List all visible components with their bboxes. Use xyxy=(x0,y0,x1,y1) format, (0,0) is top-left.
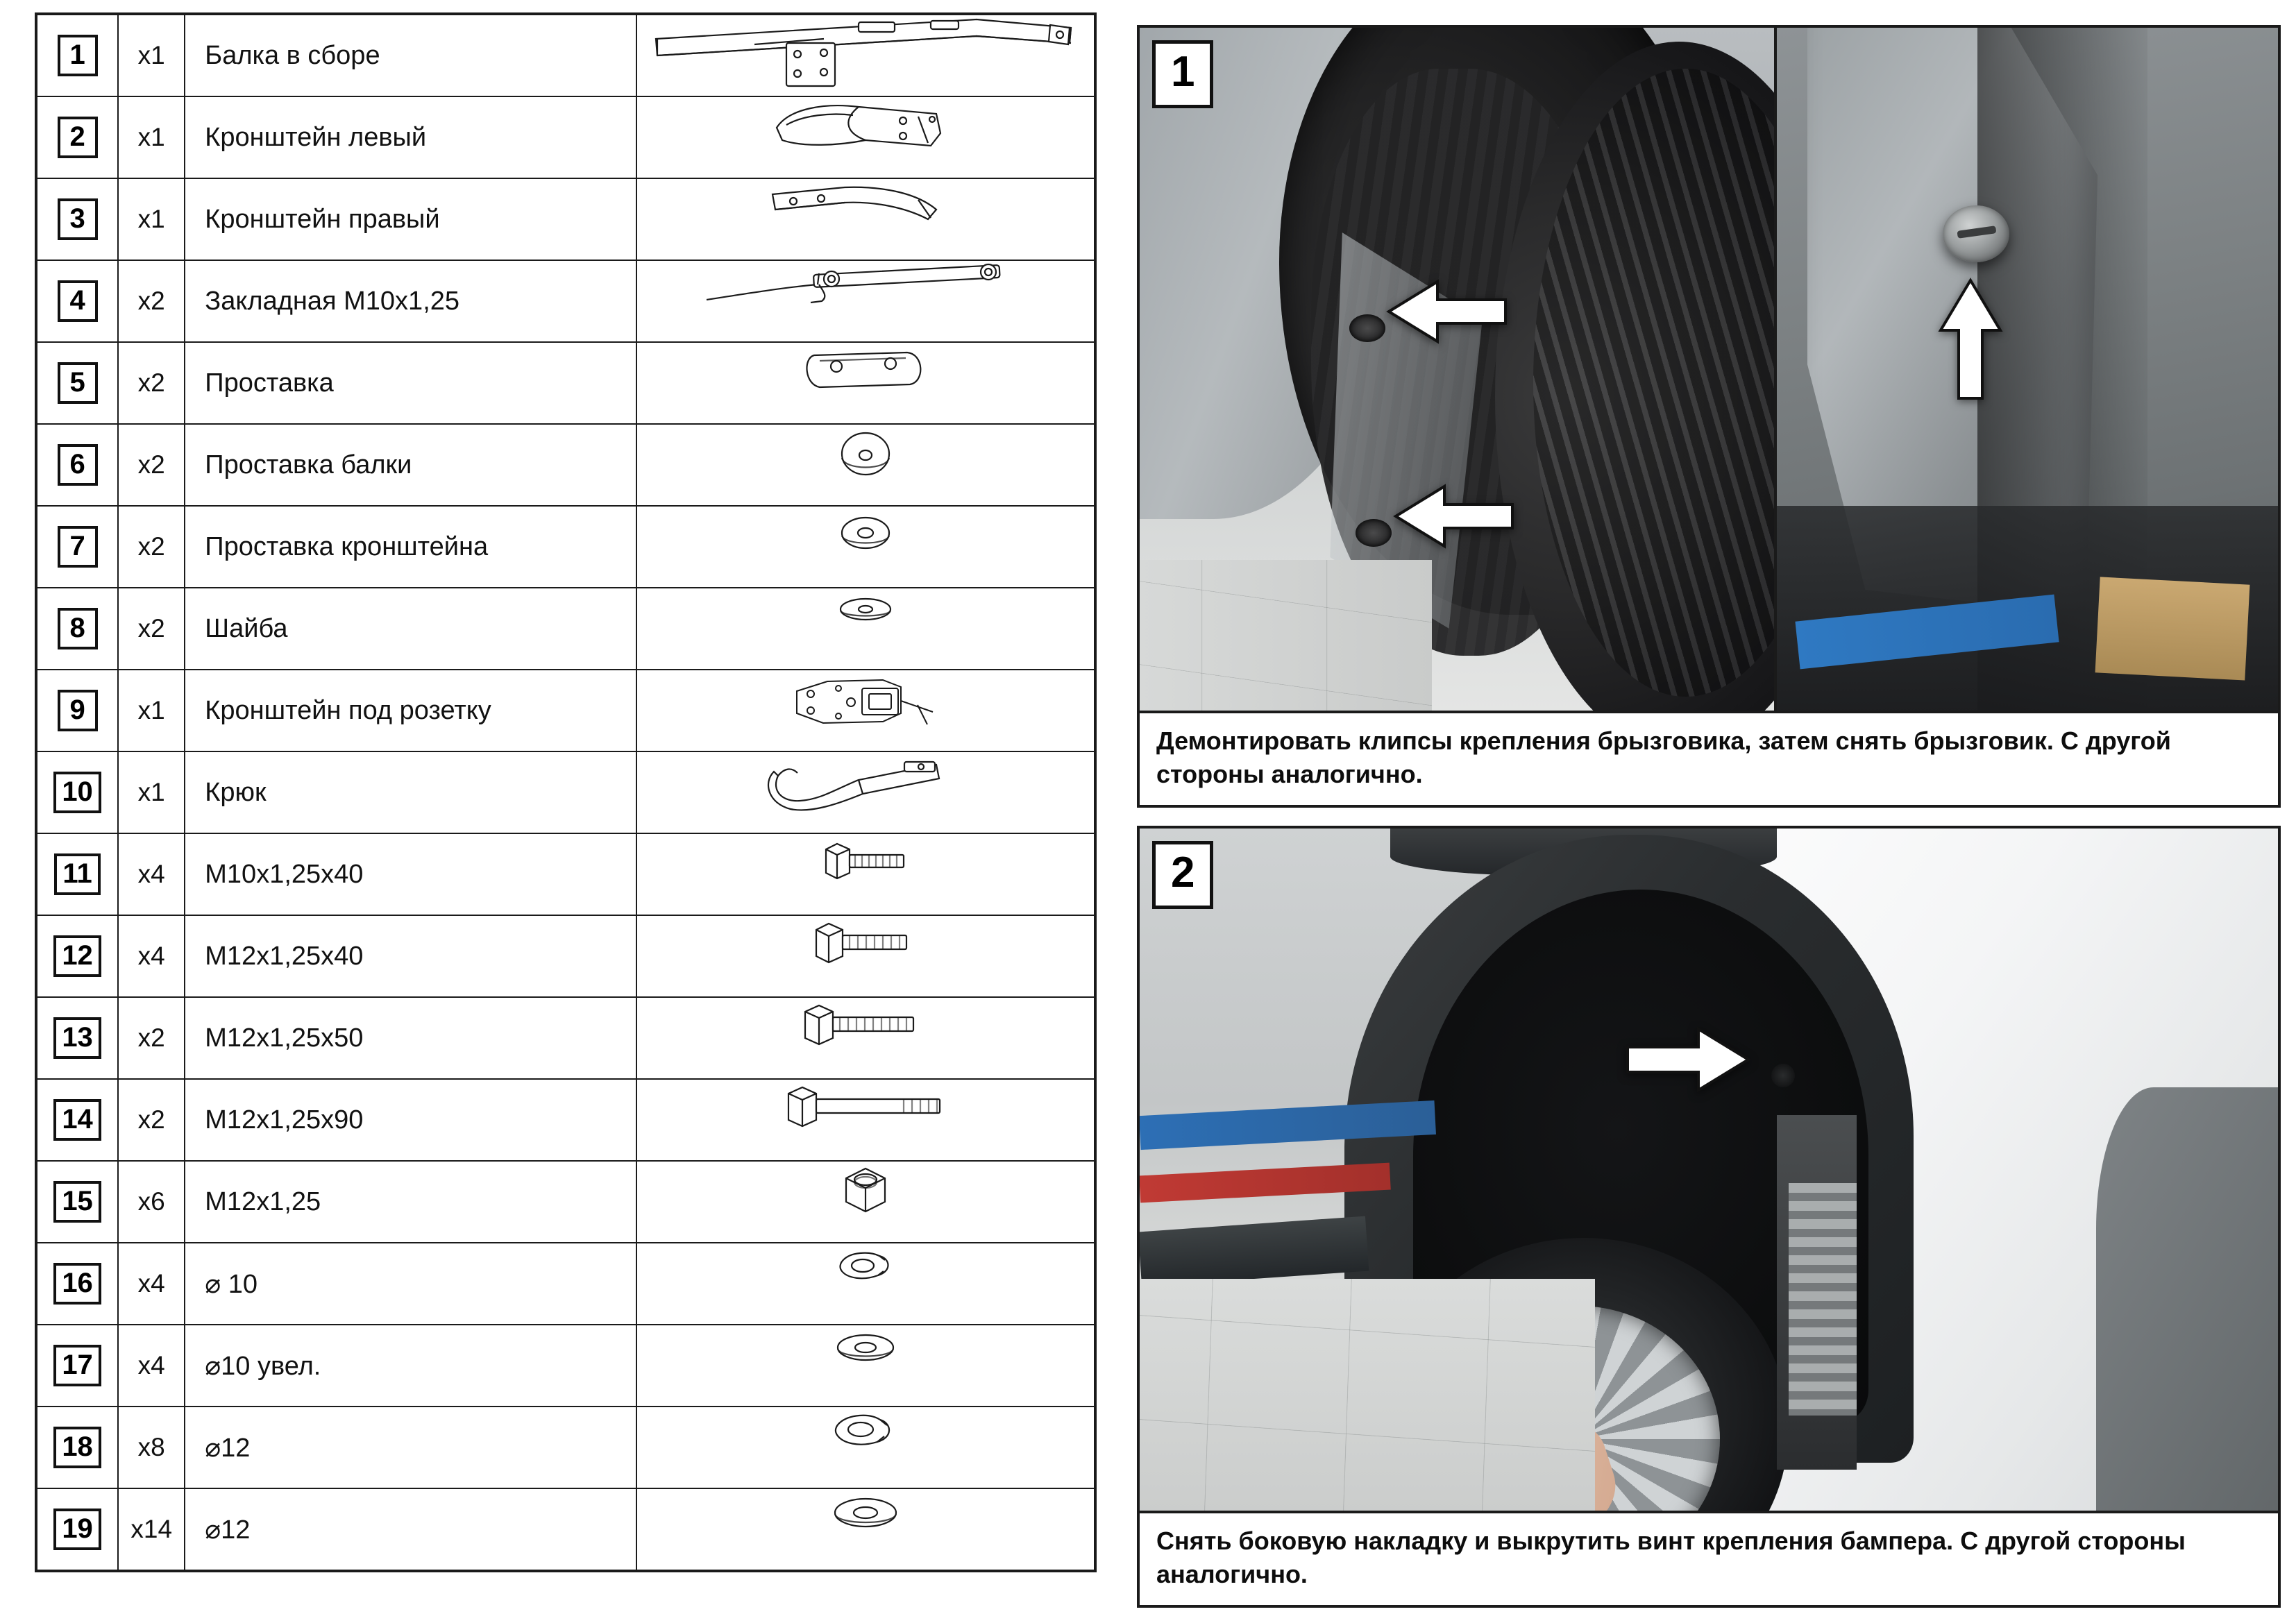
part-image-cell xyxy=(636,424,1095,506)
part-name-cell: Крюк xyxy=(185,751,636,833)
part-image-cell xyxy=(636,1079,1095,1161)
part-qty-cell: x8 xyxy=(118,1407,185,1488)
part-number-cell xyxy=(36,178,118,260)
spacer-beam-icon xyxy=(637,425,1094,505)
mudguard-clip-lower xyxy=(1356,519,1392,547)
part-number-cell xyxy=(36,14,118,96)
arrow-right-bumper-screw xyxy=(1618,1019,1757,1099)
part-number-cell xyxy=(36,1488,118,1571)
table-row xyxy=(36,588,1095,670)
washer-spring-10-icon xyxy=(637,1243,1094,1324)
part-number-badge: 14 xyxy=(53,1099,101,1141)
table-row xyxy=(36,997,1095,1079)
table-row xyxy=(36,424,1095,506)
part-name-cell: M12x1,25 xyxy=(185,1161,636,1243)
bumper-grey-section xyxy=(2096,1087,2278,1511)
part-image-cell xyxy=(636,178,1095,260)
floor-tiles xyxy=(1140,560,1432,710)
bolt-40b-icon xyxy=(637,916,1094,996)
part-number-cell xyxy=(36,1407,118,1488)
part-name-cell: ⌀10 увел. xyxy=(185,1325,636,1407)
washer-flat-10-big-icon xyxy=(637,1325,1094,1406)
part-number-badge: 1 xyxy=(58,35,98,76)
part-number-badge: 17 xyxy=(53,1345,101,1386)
steps-section xyxy=(1137,12,2281,1608)
part-number-badge: 11 xyxy=(54,853,100,895)
part-number-cell xyxy=(36,342,118,424)
part-number-badge: 8 xyxy=(58,608,98,649)
part-name-cell: ⌀ 10 xyxy=(185,1243,636,1325)
part-number-badge: 3 xyxy=(58,198,98,240)
spacer-plate-icon xyxy=(637,343,1094,423)
part-number-cell xyxy=(36,96,118,178)
part-qty-cell: x4 xyxy=(118,1243,185,1325)
table-row xyxy=(36,1243,1095,1325)
part-number-cell xyxy=(36,424,118,506)
part-qty-cell: x1 xyxy=(118,14,185,96)
arrow-up-bolt xyxy=(1932,273,2009,405)
part-name-cell: ⌀12 xyxy=(185,1488,636,1571)
table-row xyxy=(36,751,1095,833)
part-number-badge: 10 xyxy=(53,772,101,813)
part-image-cell xyxy=(636,588,1095,670)
part-number-cell xyxy=(36,506,118,588)
spacer-bracket-icon xyxy=(637,507,1094,587)
part-name-cell: Балка в сборе xyxy=(185,14,636,96)
part-number-badge: 2 xyxy=(58,117,98,158)
table-row xyxy=(36,1488,1095,1571)
beam-assembly-icon xyxy=(637,15,1094,96)
table-row xyxy=(36,915,1095,997)
part-image-cell xyxy=(636,260,1095,342)
table-row xyxy=(36,1325,1095,1407)
step-panel-2 xyxy=(1137,826,2281,1608)
part-qty-cell: x2 xyxy=(118,997,185,1079)
part-image-cell xyxy=(636,1407,1095,1488)
table-row xyxy=(36,670,1095,751)
part-qty-cell: x2 xyxy=(118,342,185,424)
part-number-badge: 13 xyxy=(53,1017,101,1059)
part-qty-cell: x1 xyxy=(118,670,185,751)
part-qty-cell: x1 xyxy=(118,178,185,260)
table-row xyxy=(36,178,1095,260)
part-number-badge: 9 xyxy=(58,690,98,731)
part-image-cell xyxy=(636,506,1095,588)
wood-block xyxy=(2095,577,2250,680)
part-name-cell: M12x1,25x90 xyxy=(185,1079,636,1161)
part-image-cell xyxy=(636,1161,1095,1243)
table-row xyxy=(36,506,1095,588)
table-row xyxy=(36,260,1095,342)
part-image-cell xyxy=(636,96,1095,178)
part-number-badge: 19 xyxy=(53,1509,101,1550)
part-qty-cell: x1 xyxy=(118,751,185,833)
part-name-cell: Закладная M10x1,25 xyxy=(185,260,636,342)
step-1-photos xyxy=(1140,28,2278,711)
photo-wheel-arch-mudguard xyxy=(1140,28,1777,711)
part-qty-cell: x14 xyxy=(118,1488,185,1571)
part-number-badge: 16 xyxy=(53,1263,101,1305)
photo-bumper-side-trim xyxy=(1140,829,2278,1511)
part-name-cell: Кронштейн под розетку xyxy=(185,670,636,751)
bolt-50-icon xyxy=(637,998,1094,1078)
bolt-40-icon xyxy=(637,834,1094,915)
insert-nut-wire-icon xyxy=(637,261,1094,341)
part-number-cell xyxy=(36,260,118,342)
parts-table-body xyxy=(36,14,1095,1571)
part-number-cell xyxy=(36,1161,118,1243)
part-name-cell: ⌀12 xyxy=(185,1407,636,1488)
table-row xyxy=(36,1407,1095,1488)
arrow-left-clip-lower xyxy=(1387,478,1519,554)
part-number-cell xyxy=(36,588,118,670)
inner-bumper-parts xyxy=(1789,1183,1857,1415)
socket-bracket-icon xyxy=(637,670,1094,751)
table-row xyxy=(36,1161,1095,1243)
table-row xyxy=(36,14,1095,96)
part-image-cell xyxy=(636,997,1095,1079)
washer-thin-icon xyxy=(637,588,1094,669)
part-name-cell: Проставка балки xyxy=(185,424,636,506)
part-image-cell xyxy=(636,1243,1095,1325)
part-number-cell xyxy=(36,1243,118,1325)
part-name-cell: Шайба xyxy=(185,588,636,670)
part-qty-cell: x6 xyxy=(118,1161,185,1243)
parts-list-section xyxy=(35,12,1111,1608)
part-number-badge: 5 xyxy=(58,362,98,404)
part-qty-cell: x4 xyxy=(118,833,185,915)
part-name-cell: Кронштейн правый xyxy=(185,178,636,260)
part-image-cell xyxy=(636,751,1095,833)
table-row xyxy=(36,96,1095,178)
washer-flat-12-icon xyxy=(637,1489,1094,1570)
mudguard-bolt xyxy=(1943,205,2009,262)
mudguard-clip-upper xyxy=(1349,314,1385,342)
photo-mudguard-bolt-detail xyxy=(1777,28,2278,711)
part-qty-cell: x2 xyxy=(118,506,185,588)
bracket-left-icon xyxy=(637,97,1094,178)
part-name-cell: Проставка xyxy=(185,342,636,424)
arrow-left-clip-upper xyxy=(1381,273,1512,350)
part-name-cell: Проставка кронштейна xyxy=(185,506,636,588)
part-name-cell: M10x1,25x40 xyxy=(185,833,636,915)
part-number-cell xyxy=(36,1325,118,1407)
part-image-cell xyxy=(636,833,1095,915)
part-number-badge: 4 xyxy=(58,280,98,322)
part-image-cell xyxy=(636,1488,1095,1571)
bolt-90-icon xyxy=(637,1080,1094,1160)
step-panel-1 xyxy=(1137,25,2281,808)
bracket-right-icon xyxy=(637,179,1094,260)
step-badge: 2 xyxy=(1152,841,1213,909)
part-qty-cell: x2 xyxy=(118,588,185,670)
part-number-badge: 7 xyxy=(58,526,98,568)
part-qty-cell: x2 xyxy=(118,424,185,506)
tow-hook-icon xyxy=(637,752,1094,833)
workshop-floor xyxy=(1140,1279,1595,1511)
part-number-badge: 15 xyxy=(53,1181,101,1223)
nut-hex-icon xyxy=(637,1162,1094,1242)
part-number-cell xyxy=(36,997,118,1079)
step-2-photos xyxy=(1140,829,2278,1511)
washer-spring-12-icon xyxy=(637,1407,1094,1488)
parts-table xyxy=(35,12,1097,1572)
part-qty-cell: x2 xyxy=(118,260,185,342)
part-image-cell xyxy=(636,14,1095,96)
part-qty-cell: x4 xyxy=(118,915,185,997)
part-number-cell xyxy=(36,1079,118,1161)
part-name-cell: M12x1,25x40 xyxy=(185,915,636,997)
part-number-cell xyxy=(36,751,118,833)
table-row xyxy=(36,342,1095,424)
part-name-cell: Кронштейн левый xyxy=(185,96,636,178)
part-image-cell xyxy=(636,342,1095,424)
part-number-cell xyxy=(36,915,118,997)
part-number-badge: 12 xyxy=(53,935,101,977)
part-qty-cell: x1 xyxy=(118,96,185,178)
part-image-cell xyxy=(636,915,1095,997)
part-qty-cell: x2 xyxy=(118,1079,185,1161)
part-number-badge: 6 xyxy=(58,444,98,486)
table-row xyxy=(36,1079,1095,1161)
part-qty-cell: x4 xyxy=(118,1325,185,1407)
bumper-mounting-screw xyxy=(1771,1064,1795,1087)
step-badge: 1 xyxy=(1152,40,1213,108)
part-number-cell xyxy=(36,670,118,751)
table-row xyxy=(36,833,1095,915)
part-image-cell xyxy=(636,1325,1095,1407)
step-2-caption: Снять боковую накладку и выкрутить винт крепления бампера. С другой стороны аналогично. xyxy=(1140,1511,2278,1605)
part-name-cell: M12x1,25x50 xyxy=(185,997,636,1079)
part-number-badge: 18 xyxy=(53,1427,101,1468)
part-image-cell xyxy=(636,670,1095,751)
part-number-cell xyxy=(36,833,118,915)
step-1-caption: Демонтировать клипсы крепления брызговика, затем снять брызговик. С другой стороны аналогично. xyxy=(1140,711,2278,805)
